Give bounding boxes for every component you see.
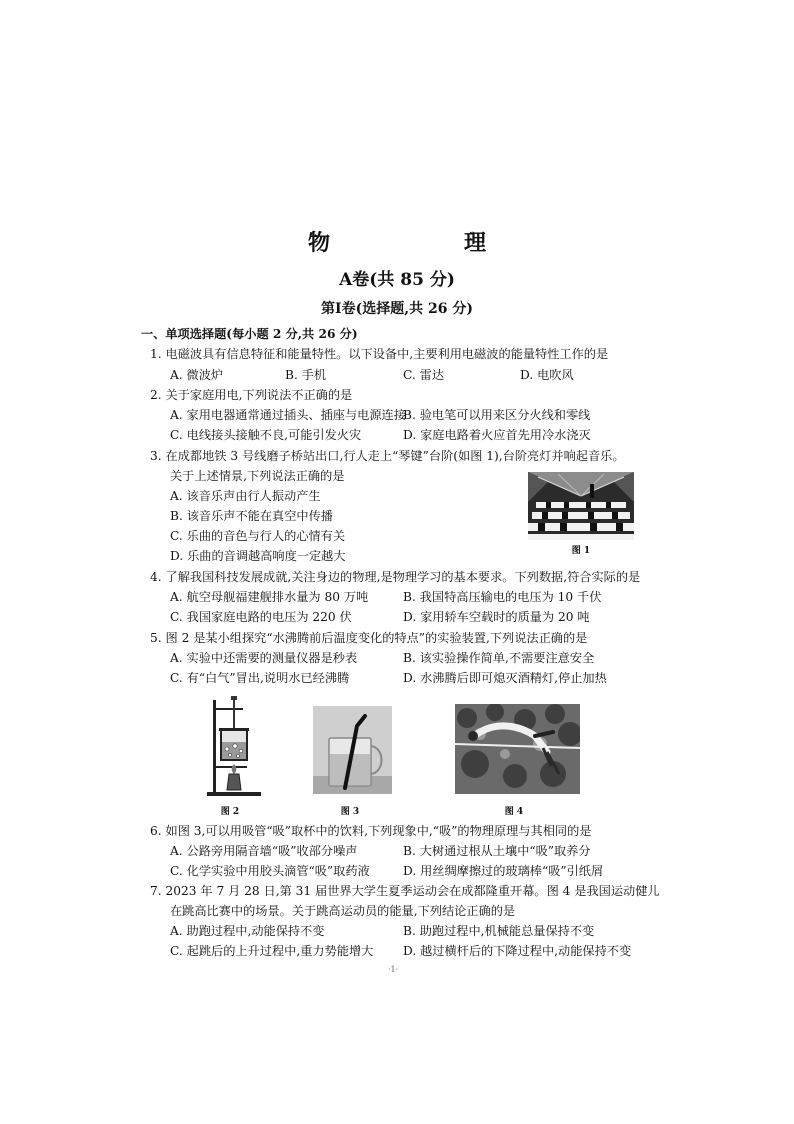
question-7-option-c: C. 起跳后的上升过程中,重力势能增大 bbox=[170, 944, 374, 958]
question-2-option-c: C. 电线接头接触不良,可能引发火灾 bbox=[170, 428, 362, 442]
question-2-option-d: D. 家庭电路着火应首先用冷水浇灭 bbox=[403, 428, 591, 442]
question-4-stem: 4. 了解我国科技发展成就,关注身边的物理,是物理学习的基本要求。下列数据,符合实际的是 bbox=[150, 570, 641, 584]
question-6-stem: 6. 如图 3,可以用吸管“吸”取杯中的饮料,下列现象中,“吸”的物理原理与其相同的是 bbox=[150, 824, 592, 838]
question-3-option-c: C. 乐曲的音色与行人的心情有关 bbox=[170, 529, 346, 543]
question-4-option-b: B. 我国特高压输电的电压为 10 千伏 bbox=[403, 590, 602, 604]
section-heading: 一、单项选择题(每小题 2 分,共 26 分) bbox=[141, 327, 358, 341]
question-6-option-b: B. 大树通过根从土壤中“吸”取养分 bbox=[403, 844, 591, 858]
question-1-option-b: B. 手机 bbox=[285, 368, 327, 382]
question-4-option-d: D. 家用轿车空载时的质量为 20 吨 bbox=[403, 610, 590, 624]
figure-4-caption: 图 4 bbox=[504, 807, 524, 817]
page-number: ·1· bbox=[388, 965, 399, 974]
figure-3-straw-in-cup-image bbox=[313, 706, 392, 794]
page-title: 物 理 bbox=[307, 230, 516, 256]
question-5-option-b: B. 该实验操作简单,不需要注意安全 bbox=[403, 651, 595, 665]
question-1-option-c: C. 雷达 bbox=[403, 368, 445, 382]
question-5-option-a: A. 实验中还需要的测量仪器是秒表 bbox=[170, 651, 358, 665]
question-7-option-b: B. 助跑过程中,机械能总量保持不变 bbox=[403, 924, 595, 938]
question-5-option-c: C. 有“白气”冒出,说明水已经沸腾 bbox=[170, 671, 350, 685]
question-2-option-a: A. 家用电器通常通过插头、插座与电源连接 bbox=[170, 408, 406, 422]
question-3-stem-line-1: 3. 在成都地铁 3 号线磨子桥站出口,行人走上“琴键”台阶(如图 1),台阶亮灯并响起音乐。 bbox=[150, 449, 625, 463]
question-4-option-a: A. 航空母舰福建舰排水量为 80 万吨 bbox=[170, 590, 369, 604]
question-2-option-b: B. 验电笔可以用来区分火线和零线 bbox=[403, 408, 591, 422]
question-6-option-a: A. 公路旁用隔音墙“吸”收部分噪声 bbox=[170, 844, 358, 858]
paper-subtitle: A卷(共 85 分) bbox=[339, 270, 455, 290]
question-3-option-d: D. 乐曲的音调越高响度一定越大 bbox=[170, 549, 346, 563]
figure-2-boiling-apparatus-image bbox=[203, 694, 263, 798]
question-1-stem: 1. 电磁波具有信息特征和能量特性。以下设备中,主要利用电磁波的能量特性工作的是 bbox=[150, 347, 609, 361]
figure-1-piano-stairs-image bbox=[528, 472, 634, 540]
figure-1-caption: 图 1 bbox=[571, 546, 591, 556]
question-7-stem-line-1: 7. 2023 年 7 月 28 日,第 31 届世界大学生夏季运动会在成都隆重开幕。图 4 是我国运动健儿 bbox=[150, 884, 660, 898]
volume-title: 第Ⅰ卷(选择题,共 26 分) bbox=[321, 301, 473, 317]
question-3-stem-line-2: 关于上述情景,下列说法正确的是 bbox=[170, 469, 345, 483]
question-5-stem: 5. 图 2 是某小组探究“水沸腾前后温度变化的特点”的实验装置,下列说法正确的是 bbox=[150, 631, 588, 645]
question-2-stem: 2. 关于家庭用电,下列说法不正确的是 bbox=[150, 388, 353, 402]
question-7-stem-line-2: 在跳高比赛中的场景。关于跳高运动员的能量,下列结论正确的是 bbox=[170, 904, 516, 918]
figure-4-high-jump-image bbox=[455, 704, 580, 794]
question-3-option-b: B. 该音乐声不能在真空中传播 bbox=[170, 509, 333, 523]
question-1-option-d: D. 电吹风 bbox=[520, 368, 574, 382]
question-7-option-d: D. 越过横杆后的下降过程中,动能保持不变 bbox=[403, 944, 632, 958]
question-7-option-a: A. 助跑过程中,动能保持不变 bbox=[170, 924, 325, 938]
figure-3-caption: 图 3 bbox=[340, 807, 360, 817]
question-4-option-c: C. 我国家庭电路的电压为 220 伏 bbox=[170, 610, 352, 624]
question-1-option-a: A. 微波炉 bbox=[170, 368, 224, 382]
figure-2-caption: 图 2 bbox=[220, 807, 240, 817]
question-6-option-c: C. 化学实验中用胶头滴管“吸”取药液 bbox=[170, 864, 370, 878]
question-3-option-a: A. 该音乐声由行人振动产生 bbox=[170, 489, 321, 503]
question-5-option-d: D. 水沸腾后即可熄灭酒精灯,停止加热 bbox=[403, 671, 607, 685]
question-6-option-d: D. 用丝绸摩擦过的玻璃棒“吸”引纸屑 bbox=[403, 864, 604, 878]
